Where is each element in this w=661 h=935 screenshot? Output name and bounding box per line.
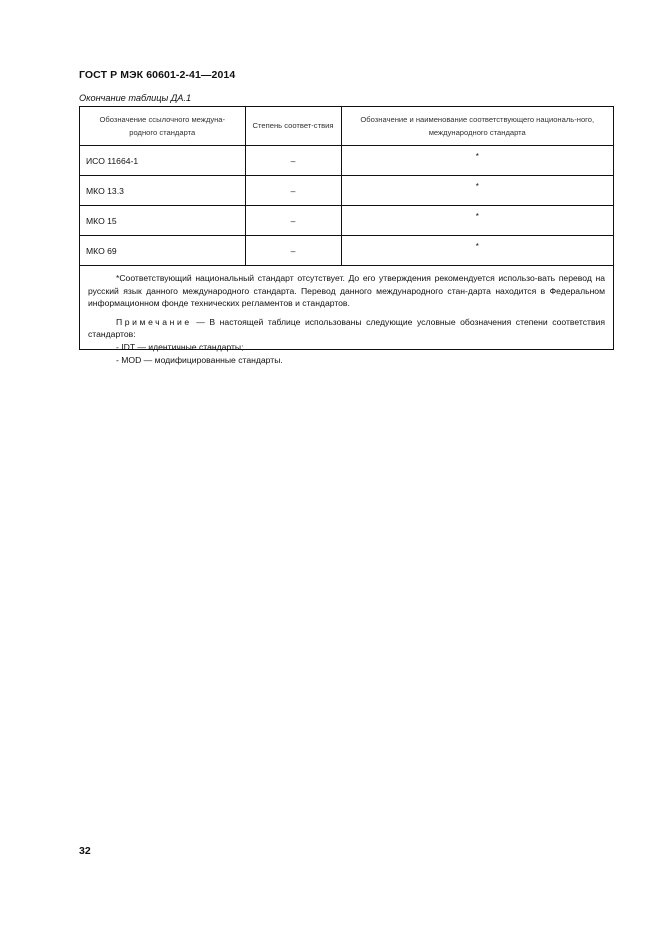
table-notes <box>80 266 613 366</box>
cell-standard: МКО 69 <box>80 236 245 266</box>
footnote-text: *Соответствующий национальный стандарт отсутствует. До его утверждения рекомендуется использо-вать перевод на русский язык данного международного стандарта. Перевод данного международного стан-дарта находится в Федеральном информационном фонде технических регламентов и стандартов. <box>88 273 605 309</box>
cell-national: * <box>341 206 613 236</box>
note-text: — В настоящей таблице использованы следующие условные обозначения степени соответствия стандартов: <box>88 316 605 340</box>
cell-degree: – <box>245 236 341 266</box>
note-item-mod: - MOD — модифицированные стандарты. <box>116 354 283 365</box>
document-code-header: ГОСТ Р МЭК 60601-2-41—2014 <box>79 69 236 81</box>
cell-standard: МКО 15 <box>80 206 245 236</box>
table-row <box>80 236 613 266</box>
table-row <box>80 176 613 206</box>
table-caption: Окончание таблицы ДА.1 <box>79 93 192 103</box>
column-header-national-standard: Обозначение и наименование соответствующего националь-ного, международного стандарта <box>341 107 613 146</box>
note-paragraph <box>88 316 605 341</box>
standards-table <box>79 106 614 365</box>
cell-standard: МКО 13.3 <box>80 176 245 206</box>
column-header-reference-standard: Обозначение ссылочного междуна-родного стандарта <box>80 107 245 146</box>
table-row <box>80 206 613 236</box>
cell-degree: – <box>245 176 341 206</box>
page-number: 32 <box>79 845 91 857</box>
cell-degree: – <box>245 206 341 236</box>
cell-national: * <box>341 236 613 266</box>
note-item-idt: - IDT — идентичные стандарты; <box>116 341 244 352</box>
cell-national: * <box>341 146 613 176</box>
cell-national: * <box>341 176 613 206</box>
table-row <box>80 146 613 176</box>
cell-standard: ИСО 11664-1 <box>80 146 245 176</box>
column-header-degree: Степень соответ-ствия <box>245 107 341 146</box>
table-header-row <box>80 107 613 146</box>
note-label: Примечание <box>116 316 192 327</box>
cell-degree: – <box>245 146 341 176</box>
